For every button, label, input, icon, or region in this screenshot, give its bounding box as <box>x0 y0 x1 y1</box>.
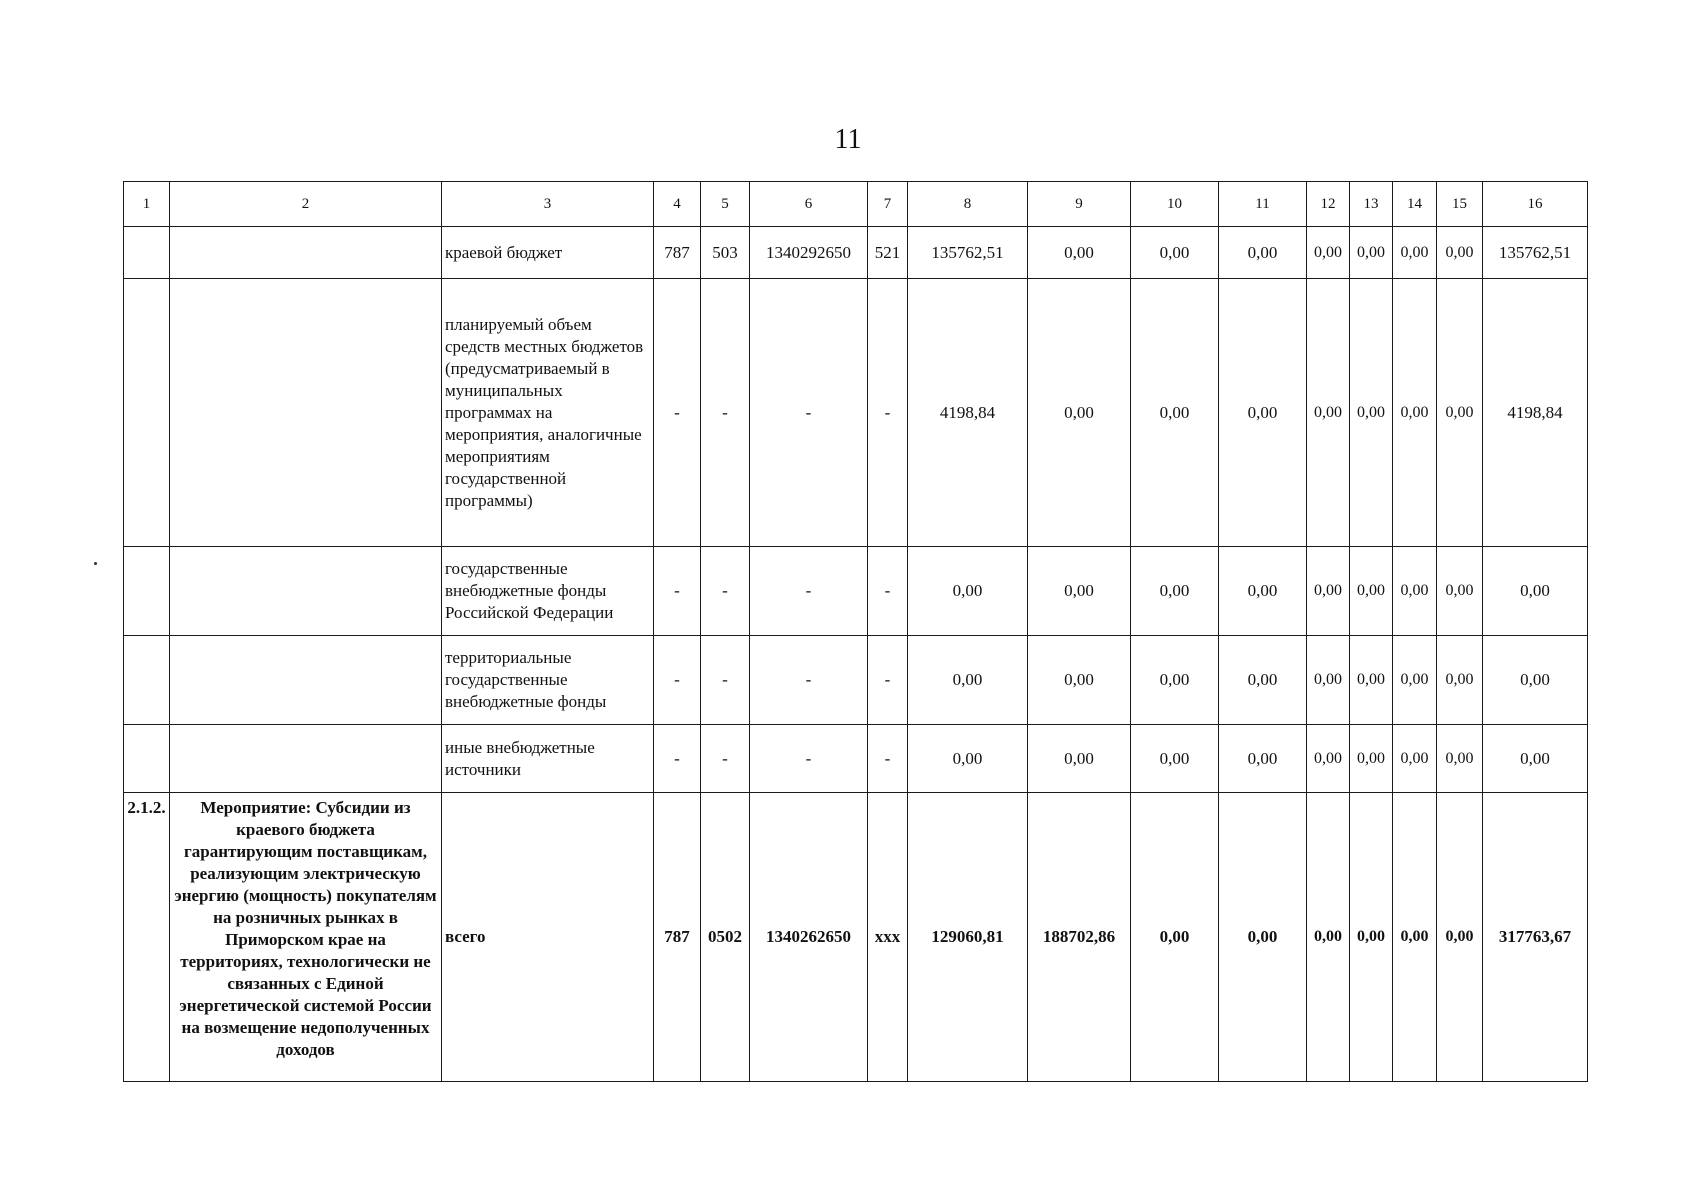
col9-cell: 0,00 <box>1028 725 1131 793</box>
col14-cell: 0,00 <box>1393 547 1437 636</box>
header-cell: 1 <box>124 182 170 227</box>
header-cell: 3 <box>442 182 654 227</box>
header-row <box>124 182 1588 227</box>
col9-cell: 0,00 <box>1028 227 1131 279</box>
measure-name-cell <box>170 227 442 279</box>
table-row <box>124 725 1588 793</box>
col6-cell: 1340292650 <box>750 227 868 279</box>
col4-cell: 787 <box>654 227 701 279</box>
col14-cell: 0,00 <box>1393 793 1437 1082</box>
col7-cell: - <box>868 279 908 547</box>
col8-cell: 4198,84 <box>908 279 1028 547</box>
col6-cell: 1340262650 <box>750 793 868 1082</box>
col16-cell: 4198,84 <box>1483 279 1588 547</box>
col15-cell: 0,00 <box>1437 547 1483 636</box>
table-row <box>124 547 1588 636</box>
col16-cell: 135762,51 <box>1483 227 1588 279</box>
col11-cell: 0,00 <box>1219 279 1307 547</box>
col15-cell: 0,00 <box>1437 227 1483 279</box>
col11-cell: 0,00 <box>1219 636 1307 725</box>
col7-cell: 521 <box>868 227 908 279</box>
page-number: 11 <box>834 124 862 155</box>
header-cell: 2 <box>170 182 442 227</box>
col13-cell: 0,00 <box>1350 547 1393 636</box>
col10-cell: 0,00 <box>1131 279 1219 547</box>
col11-cell: 0,00 <box>1219 547 1307 636</box>
funding-source-cell: всего <box>442 793 654 1082</box>
col9-cell: 0,00 <box>1028 636 1131 725</box>
col16-cell: 0,00 <box>1483 725 1588 793</box>
table-row <box>124 793 1588 1082</box>
col10-cell: 0,00 <box>1131 793 1219 1082</box>
header-cell: 14 <box>1393 182 1437 227</box>
funding-source-cell: государственные внебюджетные фонды Российской Федерации <box>442 547 654 636</box>
col14-cell: 0,00 <box>1393 725 1437 793</box>
col5-cell: - <box>701 636 750 725</box>
header-cell: 7 <box>868 182 908 227</box>
measure-name-cell <box>170 725 442 793</box>
col13-cell: 0,00 <box>1350 793 1393 1082</box>
measure-name-cell <box>170 547 442 636</box>
col10-cell: 0,00 <box>1131 725 1219 793</box>
col9-cell: 0,00 <box>1028 279 1131 547</box>
col12-cell: 0,00 <box>1307 227 1350 279</box>
row-number-cell <box>124 547 170 636</box>
row-number-cell <box>124 227 170 279</box>
col13-cell: 0,00 <box>1350 725 1393 793</box>
row-number-cell <box>124 725 170 793</box>
col8-cell: 0,00 <box>908 547 1028 636</box>
col12-cell: 0,00 <box>1307 547 1350 636</box>
col7-cell: - <box>868 636 908 725</box>
row-number-cell: 2.1.2. <box>124 793 170 1082</box>
col12-cell: 0,00 <box>1307 636 1350 725</box>
scan-dot <box>94 562 97 565</box>
header-cell: 9 <box>1028 182 1131 227</box>
col6-cell: - <box>750 725 868 793</box>
funding-source-cell: территориальные государственные внебюджетные фонды <box>442 636 654 725</box>
budget-table <box>123 181 1588 1082</box>
col10-cell: 0,00 <box>1131 636 1219 725</box>
col9-cell: 0,00 <box>1028 547 1131 636</box>
col5-cell: 503 <box>701 227 750 279</box>
table-row <box>124 227 1588 279</box>
col14-cell: 0,00 <box>1393 636 1437 725</box>
col13-cell: 0,00 <box>1350 636 1393 725</box>
col7-cell: - <box>868 547 908 636</box>
col6-cell: - <box>750 636 868 725</box>
measure-name-cell <box>170 279 442 547</box>
col4-cell: 787 <box>654 793 701 1082</box>
col15-cell: 0,00 <box>1437 725 1483 793</box>
col12-cell: 0,00 <box>1307 279 1350 547</box>
col10-cell: 0,00 <box>1131 547 1219 636</box>
col15-cell: 0,00 <box>1437 636 1483 725</box>
col8-cell: 0,00 <box>908 725 1028 793</box>
col11-cell: 0,00 <box>1219 227 1307 279</box>
col14-cell: 0,00 <box>1393 227 1437 279</box>
col16-cell: 317763,67 <box>1483 793 1588 1082</box>
col11-cell: 0,00 <box>1219 725 1307 793</box>
header-cell: 15 <box>1437 182 1483 227</box>
col13-cell: 0,00 <box>1350 227 1393 279</box>
col5-cell: 0502 <box>701 793 750 1082</box>
col6-cell: - <box>750 279 868 547</box>
col12-cell: 0,00 <box>1307 793 1350 1082</box>
header-cell: 5 <box>701 182 750 227</box>
table-row <box>124 279 1588 547</box>
header-cell: 12 <box>1307 182 1350 227</box>
col5-cell: - <box>701 725 750 793</box>
col15-cell: 0,00 <box>1437 279 1483 547</box>
col16-cell: 0,00 <box>1483 636 1588 725</box>
header-cell: 6 <box>750 182 868 227</box>
header-cell: 10 <box>1131 182 1219 227</box>
header-cell: 11 <box>1219 182 1307 227</box>
col4-cell: - <box>654 279 701 547</box>
col4-cell: - <box>654 636 701 725</box>
col4-cell: - <box>654 547 701 636</box>
col9-cell: 188702,86 <box>1028 793 1131 1082</box>
col14-cell: 0,00 <box>1393 279 1437 547</box>
row-number-cell <box>124 636 170 725</box>
header-cell: 13 <box>1350 182 1393 227</box>
col7-cell: ххх <box>868 793 908 1082</box>
col5-cell: - <box>701 279 750 547</box>
col8-cell: 135762,51 <box>908 227 1028 279</box>
header-cell: 4 <box>654 182 701 227</box>
measure-name-cell <box>170 636 442 725</box>
col15-cell: 0,00 <box>1437 793 1483 1082</box>
col10-cell: 0,00 <box>1131 227 1219 279</box>
col6-cell: - <box>750 547 868 636</box>
funding-source-cell: иные внебюджетные источники <box>442 725 654 793</box>
header-cell: 16 <box>1483 182 1588 227</box>
table-row <box>124 636 1588 725</box>
col5-cell: - <box>701 547 750 636</box>
col4-cell: - <box>654 725 701 793</box>
funding-source-cell: планируемый объем средств местных бюджетов (предусматриваемый в муниципальных программах на мероприятия, аналогичные мероприятиям государственной программы) <box>442 279 654 547</box>
col11-cell: 0,00 <box>1219 793 1307 1082</box>
col7-cell: - <box>868 725 908 793</box>
header-cell: 8 <box>908 182 1028 227</box>
col12-cell: 0,00 <box>1307 725 1350 793</box>
funding-source-cell: краевой бюджет <box>442 227 654 279</box>
measure-name-cell: Мероприятие: Субсидии из краевого бюджета гарантирующим поставщикам, реализующим электрическую энергию (мощность) покупателям на розничных рынках в Приморском крае на территориях, технологически не связанных с Единой энергетической системой России на возмещение недополученных доходов <box>170 793 442 1082</box>
col8-cell: 0,00 <box>908 636 1028 725</box>
col8-cell: 129060,81 <box>908 793 1028 1082</box>
col13-cell: 0,00 <box>1350 279 1393 547</box>
row-number-cell <box>124 279 170 547</box>
col16-cell: 0,00 <box>1483 547 1588 636</box>
